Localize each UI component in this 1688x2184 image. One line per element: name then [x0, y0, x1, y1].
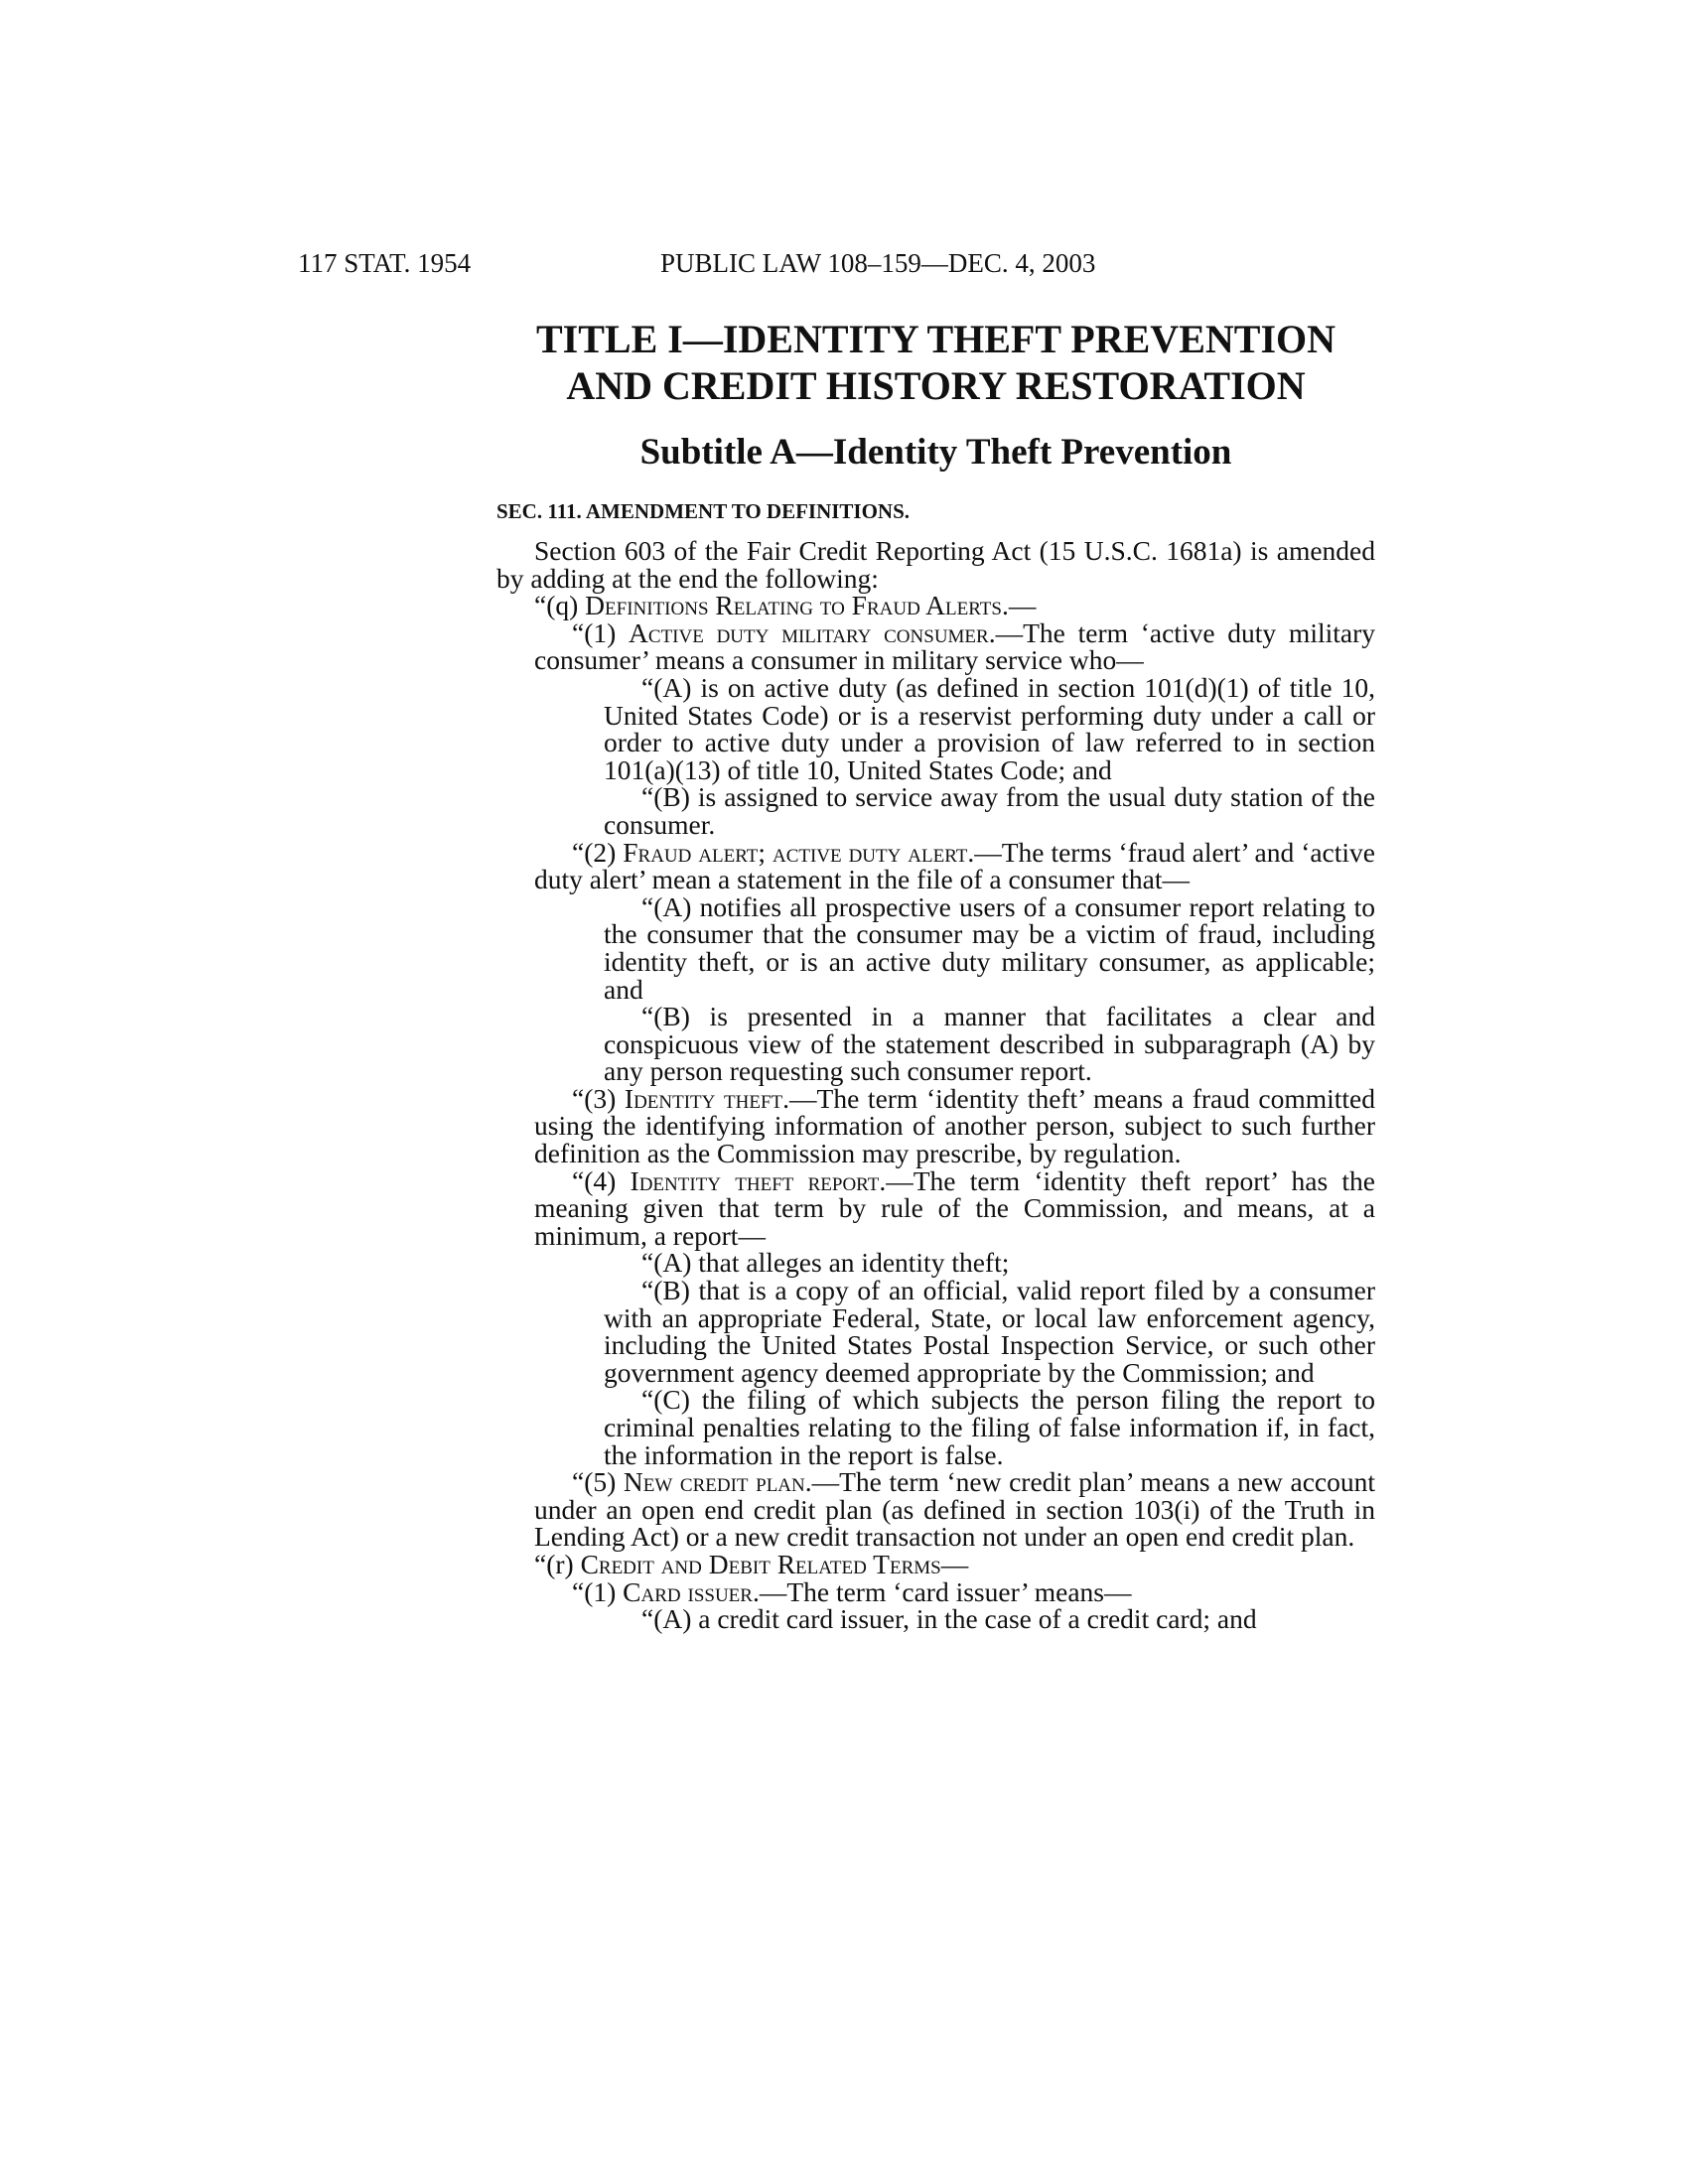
title-block: [496, 316, 1375, 475]
paragraph-q5-prefix: “(5): [572, 1466, 624, 1498]
subparagraph-q1a: “(A) is on active duty (as defined in section 101(d)(1) of title 10, United States Code) or is a reservist performing duty under a call or order to active duty under a provision of law referred to in section 101(a)(13) of title 10, United States Code; and: [604, 671, 1375, 785]
subparagraph-q2a: “(A) notifies all prospective users of a consumer report relating to the consumer that the consumer may be a victim of fraud, including identity theft, or is an active duty military consumer, as applicable; and: [604, 890, 1375, 1005]
paragraph-r1-title: Card issuer: [623, 1575, 753, 1607]
subsection-r-heading: [496, 1548, 1375, 1579]
subsection-q-suffix: .—: [1001, 590, 1037, 621]
paragraph-q4-prefix: “(4): [572, 1164, 631, 1196]
subparagraph-q4b: “(B) that is a copy of an official, valid report filed by a consumer with an appropriate Federal, State, or local law enforcement agency, including the United States Postal Inspection Service, or such other government agency deemed appropriate by the Commission; and: [604, 1275, 1375, 1388]
title-line-1: TITLE I—IDENTITY THEFT PREVENTION: [535, 317, 1336, 361]
subsection-r-prefix: “(r): [534, 1548, 581, 1579]
subsection-r-title: Credit and Debit Related Terms: [580, 1548, 941, 1579]
section-body: [496, 498, 1375, 1633]
paragraph-q3-text: .—The term ‘identity theft’ means a fraud committed using the identifying information of another person, subject to such further definition as the Commission may prescribe, by regulation.: [534, 1082, 1375, 1169]
paragraph-r1: [496, 1575, 1375, 1607]
paragraph-q4-text: .—The term ‘identity theft report’ has the meaning given that term by rule of the Commission, and means, at a minimum, a report—: [534, 1164, 1375, 1251]
paragraph-q5: [496, 1468, 1375, 1551]
paragraph-q1: [496, 616, 1375, 676]
paragraph-q2-text: .—The terms ‘fraud alert’ and ‘active duty alert’ mean a statement in the file of a consumer that—: [534, 836, 1375, 895]
subtitle: Subtitle A—Identity Theft Prevention: [639, 432, 1232, 473]
paragraph-r1-text: .—The term ‘card issuer’ means—: [752, 1575, 1132, 1607]
paragraph-q1-prefix: “(1): [572, 616, 630, 648]
paragraph-r1-prefix: “(1): [572, 1575, 624, 1607]
paragraph-q2-prefix: “(2): [572, 836, 624, 868]
paragraph-q2-title: Fraud alert; active duty alert: [623, 836, 968, 868]
subparagraph-q1b: “(B) is assigned to service away from the usual duty station of the consumer.: [604, 781, 1375, 840]
paragraph-q3: [496, 1082, 1375, 1169]
running-header: [298, 248, 1375, 288]
subparagraph-q4c: “(C) the filing of which subjects the person filing the report to criminal penalties relating to the filing of false information if, in fact, the information in the report is false.: [604, 1384, 1375, 1470]
subsection-q-heading: [496, 592, 1375, 619]
paragraph-q4-title: Identity theft report: [630, 1164, 880, 1196]
subparagraph-q4a: “(A) that alleges an identity theft;: [641, 1247, 1010, 1279]
public-law-citation: PUBLIC LAW 108–159—DEC. 4, 2003: [660, 248, 1096, 278]
subsection-r-suffix: —: [940, 1548, 969, 1579]
paragraph-q3-prefix: “(3): [572, 1082, 625, 1114]
paragraph-q5-title: New credit plan: [623, 1466, 805, 1498]
statute-page-number: 117 STAT. 1954: [298, 248, 472, 278]
title-line-2: AND CREDIT HISTORY RESTORATION: [566, 363, 1306, 408]
section-intro: Section 603 of the Fair Credit Reporting Act (15 U.S.C. 1681a) is amended by adding at the end the following:: [496, 535, 1375, 594]
subsection-q-prefix: “(q): [534, 590, 586, 621]
subparagraph-r1a: “(A) a credit card issuer, in the case of a credit card; and: [641, 1603, 1257, 1635]
paragraph-q4: [496, 1164, 1375, 1251]
paragraph-q3-title: Identity theft: [624, 1082, 783, 1114]
section-heading: SEC. 111. AMENDMENT TO DEFINITIONS.: [496, 499, 911, 523]
subsection-q-title: Definitions Relating to Fraud Alerts: [585, 590, 1002, 621]
subparagraph-q2b: “(B) is presented in a manner that facilitates a clear and conspicuous view of the statement described in subparagraph (A) by any person requesting such consumer report.: [604, 1001, 1375, 1087]
paragraph-q1-text: .—The term ‘active duty military consumer’ means a consumer in military service who—: [534, 616, 1375, 676]
paragraph-q2: [496, 836, 1375, 895]
paragraph-q1-title: Active duty military consumer: [629, 616, 989, 648]
paragraph-q5-text: .—The term ‘new credit plan’ means a new account under an open end credit plan (as defined in section 103(i) of the Truth in Lending Act) or a new credit transaction not under an open end credit plan.: [534, 1466, 1376, 1553]
